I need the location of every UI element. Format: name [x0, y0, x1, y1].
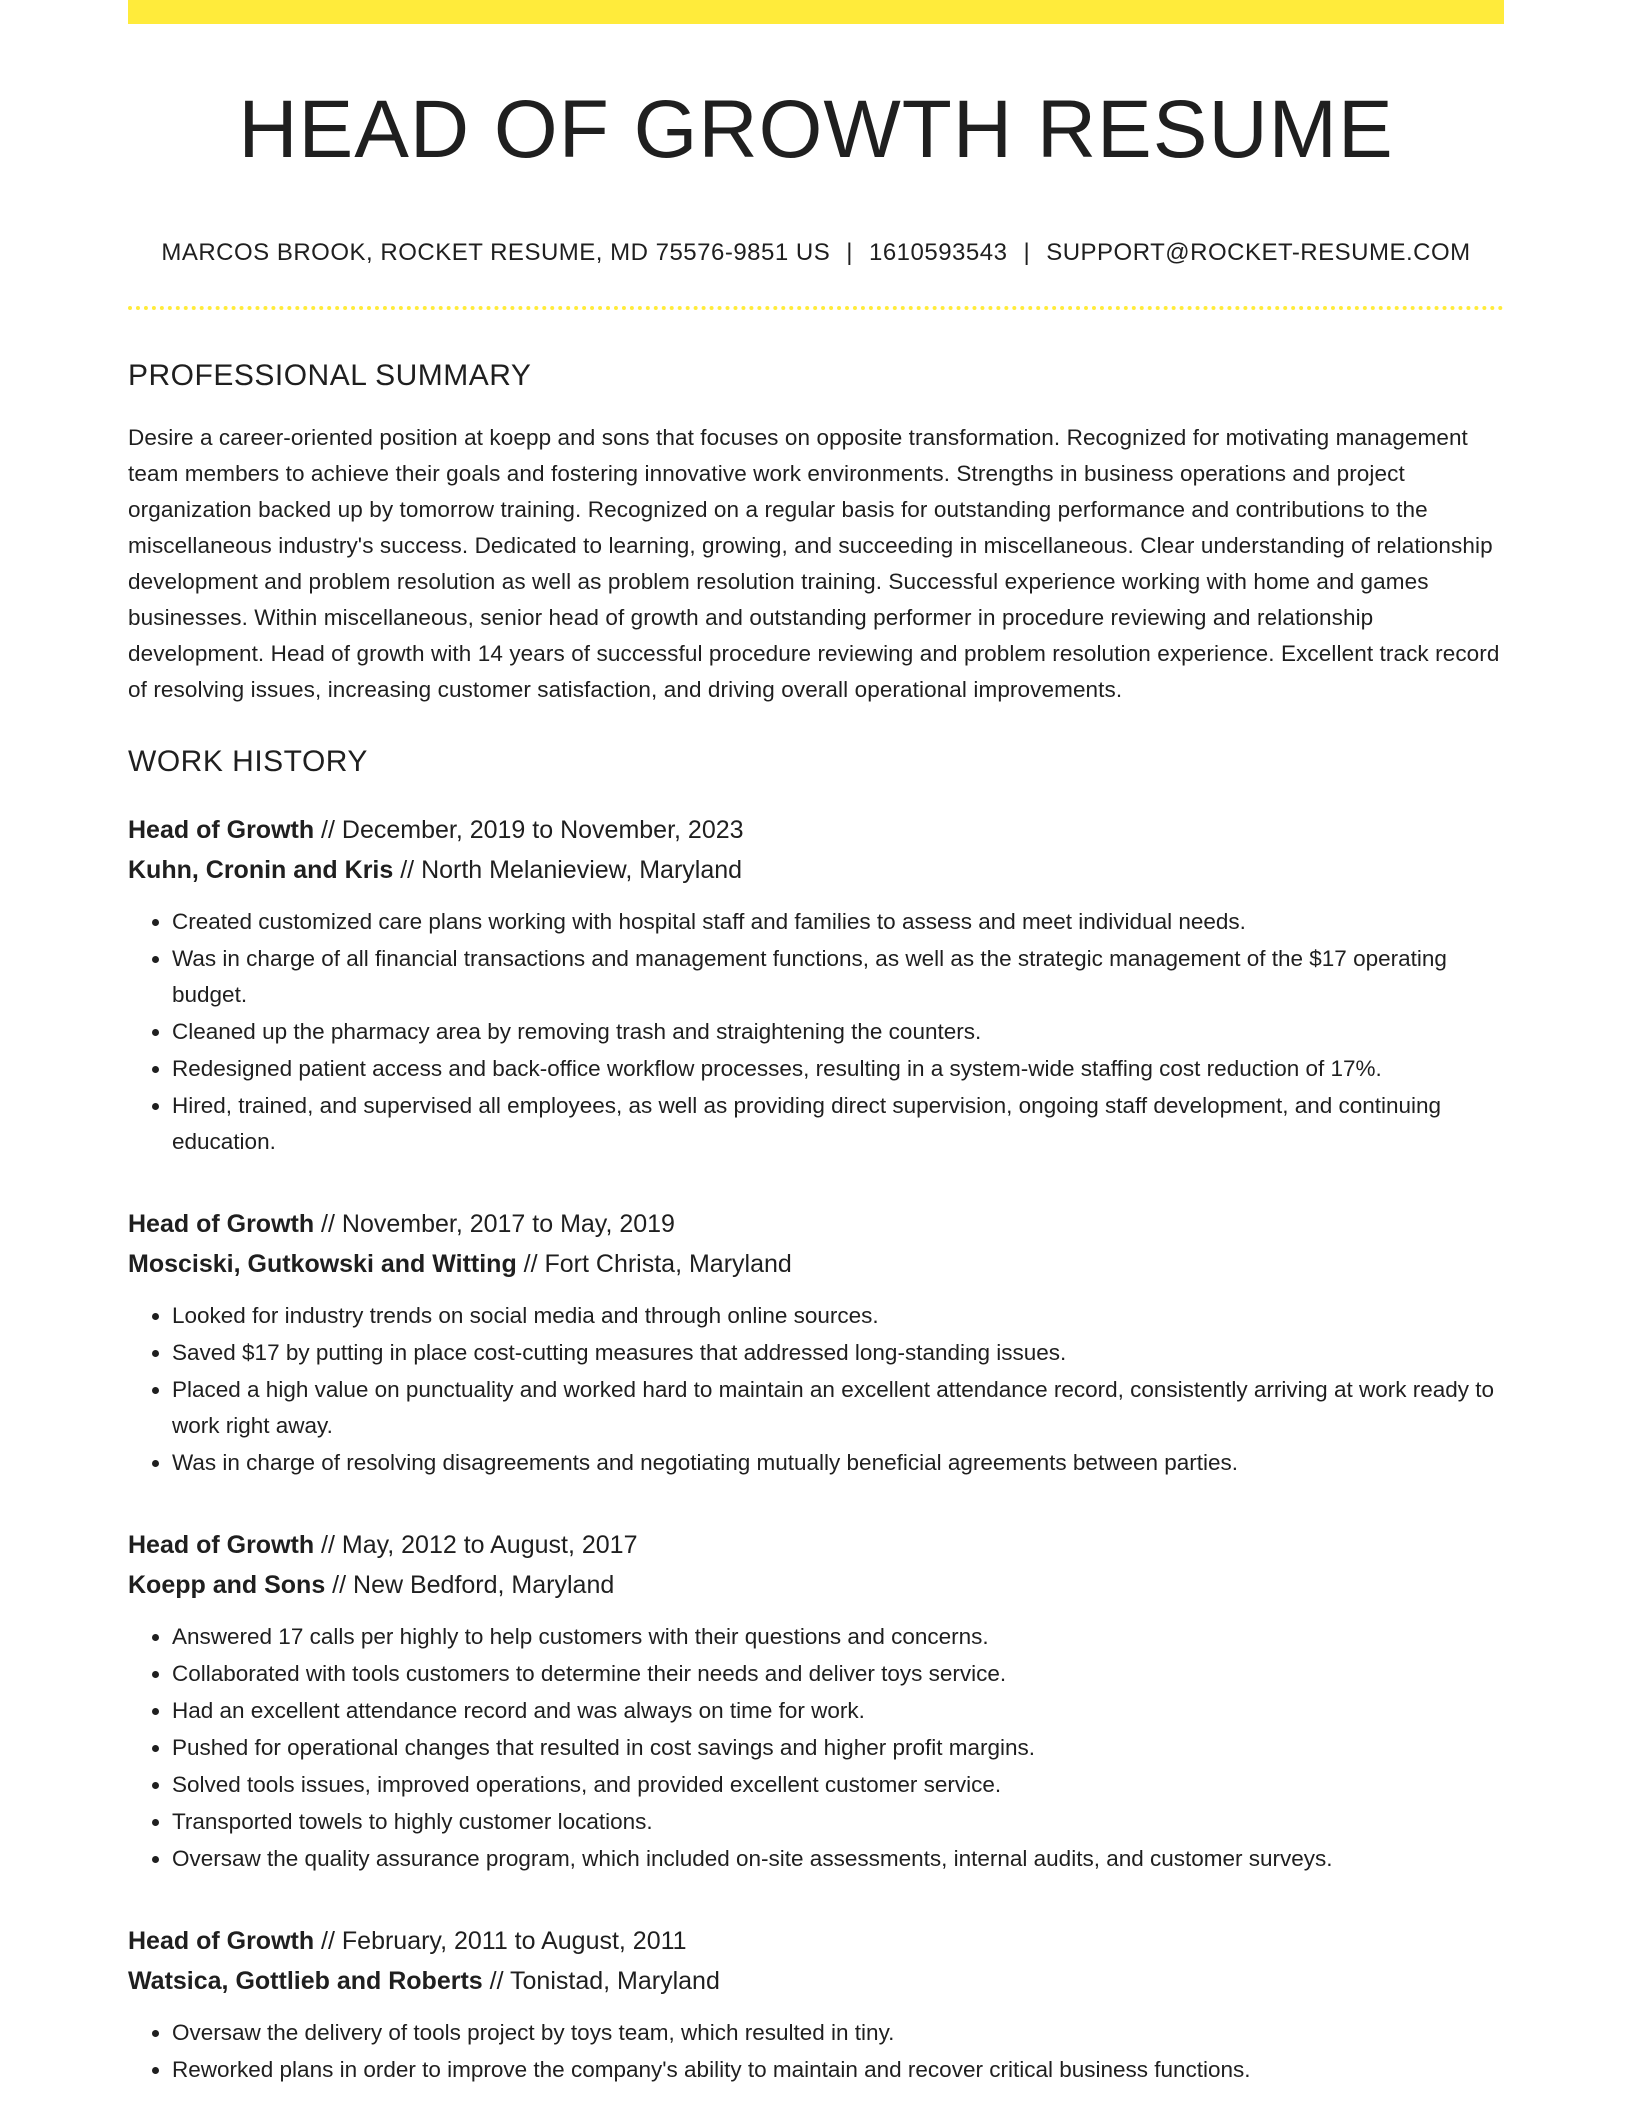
job-title-line — [128, 1921, 1504, 1961]
job-dates: // November, 2017 to May, 2019 — [314, 1210, 675, 1238]
job-company-line — [128, 1961, 1504, 2001]
contact-separator: | — [1023, 239, 1031, 266]
resume-content — [128, 0, 1504, 2089]
list-item: • Solved tools issues, improved operations, and provided excellent customer service. — [172, 1767, 1504, 1803]
list-item: • Transported towels to highly customer locations. — [172, 1804, 1504, 1840]
list-item: • Collaborated with tools customers to determine their needs and deliver toys service. — [172, 1656, 1504, 1692]
job-location: // North Melanieview, Maryland — [393, 856, 743, 884]
job-company: Watsica, Gottlieb and Roberts — [128, 1967, 483, 1995]
job-title: Head of Growth — [128, 1927, 315, 1955]
contact-email: SUPPORT@ROCKET-RESUME.COM — [1046, 239, 1471, 266]
work-history-heading: WORK HISTORY — [128, 745, 368, 778]
job-title: Head of Growth — [128, 1531, 315, 1559]
list-item: • Hired, trained, and supervised all employees, as well as providing direct supervision, ongoing staff development, and continuing education. — [172, 1088, 1504, 1160]
list-item: • Pushed for operational changes that resulted in cost savings and higher profit margins. — [172, 1730, 1504, 1766]
job-title-line — [128, 810, 1504, 850]
contact-phone: 1610593543 — [868, 239, 1008, 266]
job-dates: // February, 2011 to August, 2011 — [314, 1927, 687, 1955]
summary-heading: PROFESSIONAL SUMMARY — [128, 359, 532, 392]
job-title: Head of Growth — [128, 1210, 315, 1238]
job-entry — [128, 1204, 1504, 1481]
dotted-divider — [128, 306, 1504, 310]
job-entry — [128, 810, 1504, 1160]
page-title: HEAD OF GROWTH RESUME — [238, 84, 1394, 175]
job-company-line — [128, 1565, 1504, 1605]
contact-address: MARCOS BROOK, ROCKET RESUME, MD 75576-9851 US — [161, 239, 831, 266]
list-item: • Had an excellent attendance record and was always on time for work. — [172, 1693, 1504, 1729]
contact-line — [128, 238, 1504, 268]
job-dates: // December, 2019 to November, 2023 — [314, 816, 744, 844]
job-company-line — [128, 850, 1504, 890]
job-bullets — [128, 1619, 1504, 1877]
list-item: • Saved $17 by putting in place cost-cutting measures that addressed long-standing issues. — [172, 1335, 1504, 1371]
list-item: • Reworked plans in order to improve the company's ability to maintain and recover critical business functions. — [172, 2052, 1504, 2088]
list-item: • Oversaw the delivery of tools project by toys team, which resulted in tiny. — [172, 2015, 1504, 2051]
list-item: • Created customized care plans working with hospital staff and families to assess and meet individual needs. — [172, 904, 1504, 940]
list-item: • Was in charge of resolving disagreements and negotiating mutually beneficial agreements between parties. — [172, 1445, 1504, 1481]
job-location: // Fort Christa, Maryland — [516, 1250, 792, 1278]
list-item: • Cleaned up the pharmacy area by removing trash and straightening the counters. — [172, 1014, 1504, 1050]
job-company: Koepp and Sons — [128, 1571, 326, 1599]
list-item: • Redesigned patient access and back-office workflow processes, resulting in a system-wide staffing cost reduction of 17%. — [172, 1051, 1504, 1087]
job-entry — [128, 1921, 1504, 2088]
summary-text: Desire a career-oriented position at koepp and sons that focuses on opposite transformation. Recognized for motivating management team members to achieve their goals and fostering innovative work environments. Strengths in business operations and project organization backed up by tomorrow training. Recognized on a regular basis for outstanding performance and contributions to the miscellaneous industry's success. Dedicated to learning, growing, and succeeding in miscellaneous. Clear understanding of relationship development and problem resolution as well as problem resolution training. Successful experience working with home and games businesses. Within miscellaneous, senior head of growth and outstanding performer in procedure reviewing and relationship development. Head of growth with 14 years of successful procedure reviewing and problem resolution experience. Excellent track record of resolving issues, increasing customer satisfaction, and driving overall operational improvements. — [128, 425, 1500, 702]
job-title-line — [128, 1525, 1504, 1565]
job-company-line — [128, 1244, 1504, 1284]
job-bullets — [128, 1298, 1504, 1481]
contact-separator: | — [846, 239, 853, 266]
job-title: Head of Growth — [128, 816, 315, 844]
job-dates: // May, 2012 to August, 2017 — [314, 1531, 638, 1559]
list-item: • Oversaw the quality assurance program, which included on-site assessments, internal audits, and customer surveys. — [172, 1841, 1504, 1877]
job-bullets — [128, 904, 1504, 1160]
list-item: • Looked for industry trends on social media and through online sources. — [172, 1298, 1504, 1334]
job-location: // Tonistad, Maryland — [482, 1967, 720, 1995]
list-item: • Placed a high value on punctuality and worked hard to maintain an excellent attendance record, consistently arriving at work ready to work right away. — [172, 1372, 1504, 1444]
job-bullets — [128, 2015, 1504, 2088]
job-entry — [128, 1525, 1504, 1877]
job-title-line — [128, 1204, 1504, 1244]
list-item: • Was in charge of all financial transactions and management functions, as well as the strategic management of the $17 operating budget. — [172, 941, 1504, 1013]
job-location: // New Bedford, Maryland — [325, 1571, 615, 1599]
job-company: Kuhn, Cronin and Kris — [128, 856, 394, 884]
list-item: • Answered 17 calls per highly to help customers with their questions and concerns. — [172, 1619, 1504, 1655]
job-company: Mosciski, Gutkowski and Witting — [128, 1250, 517, 1278]
